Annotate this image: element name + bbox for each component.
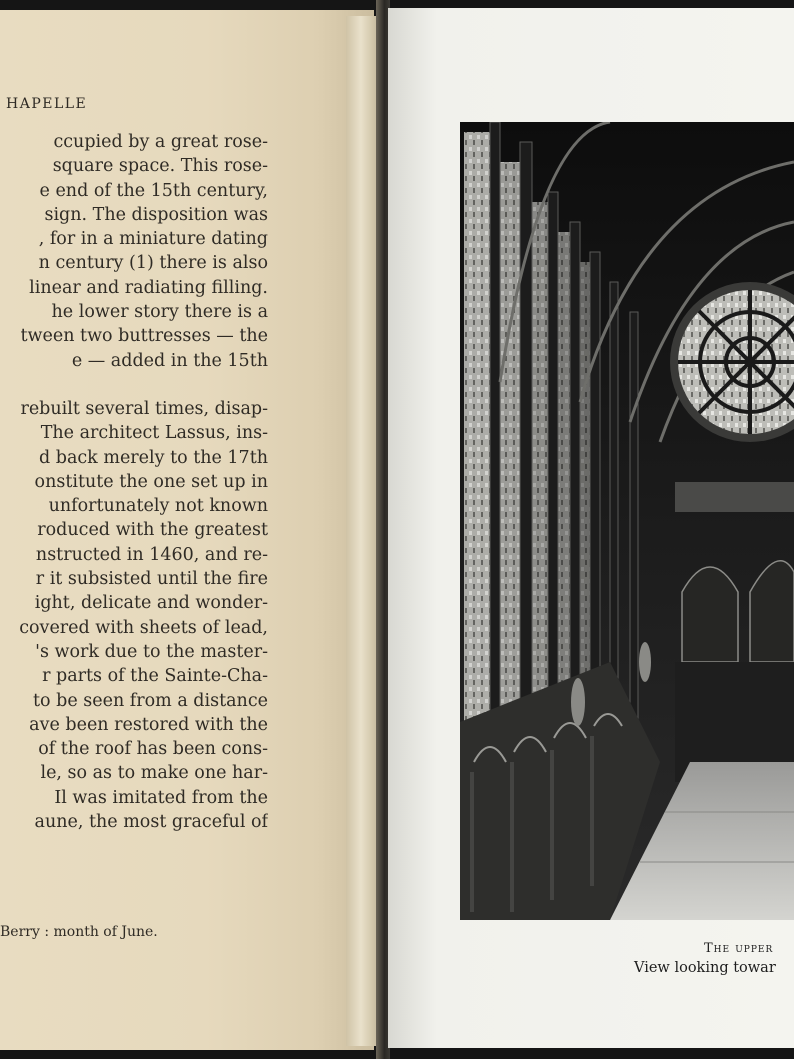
text-line: covered with sheets of lead, [19, 617, 268, 638]
text-line: le, so as to make one har- [40, 763, 268, 784]
text-line: he lower story there is a [51, 302, 268, 323]
text-line: rebuilt several times, disap- [20, 398, 268, 419]
text-line: onstitute the one set up in [34, 471, 268, 492]
text-line [0, 373, 268, 397]
text-line: The architect Lassus, ins- [40, 423, 268, 444]
plate-caption-subtitle: View looking towar [634, 960, 776, 976]
text-line: tween two buttresses — the [20, 326, 268, 347]
text-line: r parts of the Sainte-Cha- [42, 666, 268, 687]
text-line: ave been restored with the [29, 714, 268, 735]
footnote: Berry : month of June. [0, 924, 158, 940]
text-line: , for in a miniature dating [38, 229, 268, 250]
text-line: r it subsisted until the fire [35, 569, 268, 590]
text-line: n century (1) there is also [38, 253, 268, 274]
text-line: ight, delicate and wonder- [34, 593, 268, 614]
text-line: Il was imitated from the [54, 787, 268, 808]
text-line: of the roof has been cons- [38, 739, 268, 760]
text-line: roduced with the greatest [37, 520, 268, 541]
text-line: square space. This rose- [52, 156, 268, 177]
text-line: to be seen from a distance [33, 690, 268, 711]
text-line: linear and radiating filling. [29, 277, 268, 298]
text-line: ccupied by a great rose- [53, 132, 268, 152]
running-head: HAPELLE [6, 96, 88, 112]
text-line: 's work due to the master- [35, 641, 268, 662]
text-line: d back merely to the 17th [38, 447, 268, 468]
body-text [0, 130, 268, 834]
text-line: sign. The disposition was [44, 204, 268, 225]
text-line: e — added in the 15th [71, 350, 268, 371]
text-line: aune, the most graceful of [34, 812, 268, 833]
text-line: unfortunately not known [48, 496, 268, 517]
text-line: nstructed in 1460, and re- [35, 544, 268, 565]
chapel-photo [460, 122, 794, 920]
text-line: e end of the 15th century, [39, 180, 268, 201]
plate-caption-title: The upper [704, 941, 774, 956]
